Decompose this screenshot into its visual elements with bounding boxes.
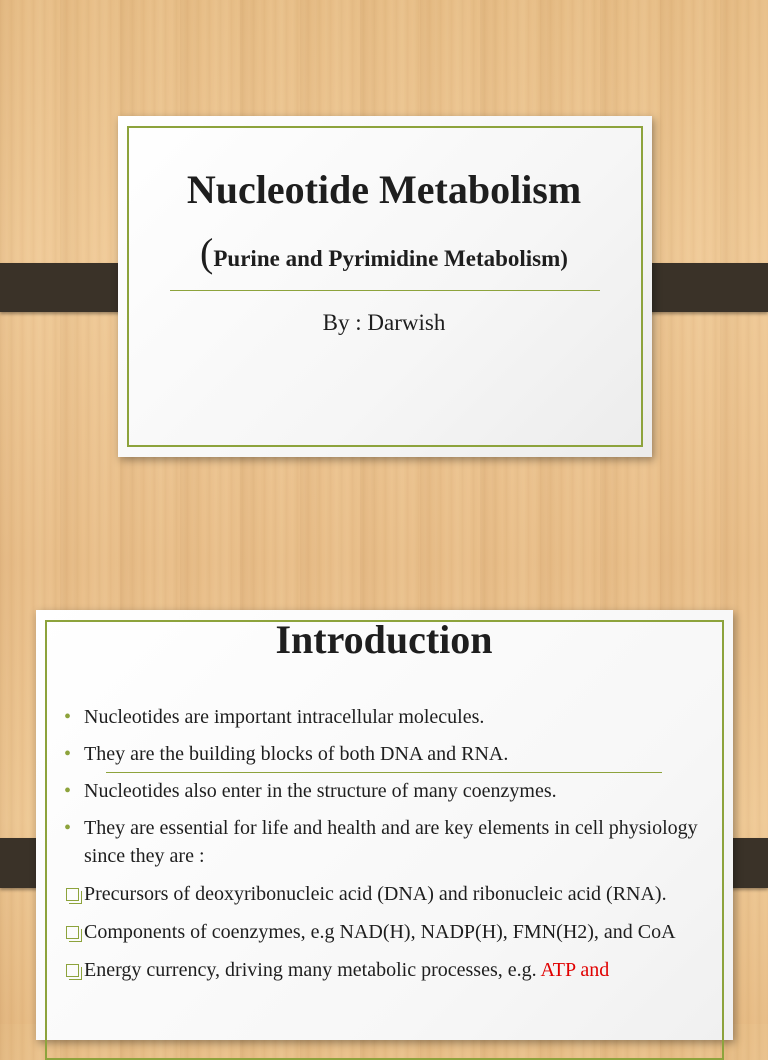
- slide-title: Nucleotide Metabolism: [186, 167, 582, 212]
- checkbox-bullet-icon: [66, 926, 79, 939]
- list-item: Energy currency, driving many metabolic processes, e.g. ATP and: [66, 956, 716, 984]
- bullet-dot-icon: •: [64, 706, 72, 728]
- checkbox-bullet-icon: [66, 888, 79, 901]
- slide-title: Introduction: [275, 617, 493, 662]
- checkbox-bullet-icon: [66, 964, 79, 977]
- author-line: By : Darwish: [322, 310, 446, 335]
- highlight-text: ATP and: [540, 959, 610, 981]
- slide-subtitle: [0, 229, 768, 276]
- list-item: • They are essential for life and health and are key elements in cell physiology since they are :: [64, 814, 714, 870]
- bullet-dot-icon: •: [64, 743, 72, 765]
- list-item: • Nucleotides are important intracellular molecules.: [64, 703, 714, 731]
- title-divider: [170, 290, 600, 291]
- bullet-list: [64, 703, 714, 879]
- list-item: Components of coenzymes, e.g NAD(H), NADP(H), FMN(H2), and CoA: [66, 918, 716, 946]
- subtitle-paren: (: [200, 230, 214, 275]
- sub-bullet-list: [66, 880, 716, 994]
- list-item: • They are the building blocks of both DNA and RNA.: [64, 740, 714, 768]
- bullet-dot-icon: •: [64, 780, 72, 802]
- subtitle-text: Purine and Pyrimidine Metabolism): [213, 246, 568, 271]
- list-item: • Nucleotides also enter in the structure of many coenzymes.: [64, 777, 714, 805]
- list-item: Precursors of deoxyribonucleic acid (DNA) and ribonucleic acid (RNA).: [66, 880, 716, 908]
- bullet-dot-icon: •: [64, 817, 72, 839]
